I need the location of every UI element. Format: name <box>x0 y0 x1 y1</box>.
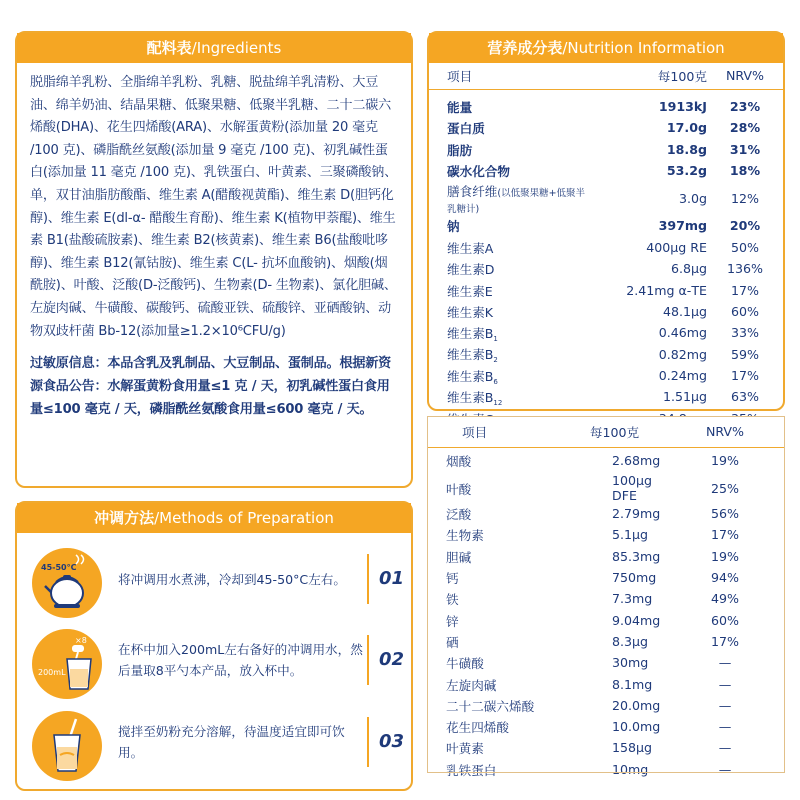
nutrient-name <box>429 215 589 236</box>
nutrient-nrv: 12% <box>731 190 759 206</box>
nutrient-name: 硒 <box>446 634 459 650</box>
preparation-step-3 <box>17 702 411 782</box>
preparation-panel <box>15 501 413 791</box>
header2-nrv: NRV% <box>666 417 784 447</box>
nutrition-row <box>429 322 783 343</box>
stir-cup-icon <box>32 711 102 781</box>
nutrient-name-text: 能量 <box>447 99 473 115</box>
nutrient-name-text: 蛋白质 <box>447 121 485 137</box>
nutrition-row <box>429 365 783 386</box>
nutrient-name <box>429 138 589 159</box>
nutrient-value: 8.3μg <box>612 633 649 649</box>
nutrient-name: 左旋肉碱 <box>446 677 497 693</box>
nutrient-name-text: 维生素B <box>447 325 494 341</box>
nutrient-value: 1.51μg <box>662 389 707 405</box>
step-3-number: 03 <box>367 717 404 767</box>
step-2-number: 02 <box>367 635 404 685</box>
nutrition-row <box>429 215 783 236</box>
nutrient-nrv: 49% <box>711 591 739 607</box>
nutrition-row <box>428 737 784 758</box>
nutrient-name-text: 维生素K <box>447 304 494 320</box>
ingredients-text <box>17 63 411 343</box>
nutrient-name: 牛磺酸 <box>446 656 484 672</box>
preparation-step-2 <box>17 620 411 700</box>
nutrition-rows <box>429 89 783 429</box>
nutrient-name <box>429 237 589 258</box>
nutrition-title-en: /Nutrition Information <box>562 39 725 57</box>
nutrient-value: 2.68mg <box>612 452 661 468</box>
nutrient-value: 7.3mg <box>612 591 653 607</box>
scoop-count-label: ×8 <box>75 636 87 645</box>
nutrition-rows-2 <box>428 447 784 780</box>
header2-item: 项目 <box>428 417 563 447</box>
nutrient-name-text: 脂肪 <box>447 142 473 158</box>
allergen-info: 过敏原信息：本品含乳及乳制品、大豆制品、蛋制品。根据新资源食品公告：水解蛋黄粉食用量≤1 克 / 天，初乳碱性蛋白食用量≤100 毫克 / 天，磷脂酰丝氨酸食用量≤600 毫克 / 天。 <box>30 356 392 418</box>
nutrient-name <box>429 344 589 365</box>
preparation-title-en: /Methods of Preparation <box>154 509 334 527</box>
header-item: 项目 <box>429 63 589 89</box>
nutrient-nrv: 18% <box>729 162 761 178</box>
nutrition-row <box>429 258 783 279</box>
header2-per100g: 每100克 <box>563 417 666 447</box>
nutrient-name-text: 维生素D <box>447 262 495 278</box>
nutrition-row <box>428 473 784 503</box>
nutrient-name: 铁 <box>446 592 459 608</box>
nutrient-nrv: 17% <box>711 527 739 543</box>
nutrient-nrv: 17% <box>711 633 739 649</box>
nutrition-row <box>428 673 784 694</box>
nutrient-value: 0.24mg <box>658 368 707 384</box>
nutrient-value: 158μg <box>612 740 653 756</box>
nutrient-nrv: 23% <box>729 98 761 114</box>
nutrient-value: 48.1μg <box>662 303 707 319</box>
nutrition-row <box>428 716 784 737</box>
nutrition-row <box>428 567 784 588</box>
kettle-temp-label: 45-50°C <box>41 563 77 572</box>
nutrient-name <box>429 386 589 407</box>
step-1-number: 01 <box>367 554 404 604</box>
nutrition-row <box>428 695 784 716</box>
bottom-divider <box>427 772 785 773</box>
preparation-title-cn: 冲调方法 <box>94 509 155 527</box>
nutrient-name: 锌 <box>446 613 459 629</box>
ingredients-list: 脱脂绵羊乳粉、全脂绵羊乳粉、乳糖、脱盐绵羊乳清粉、大豆油、绵羊奶油、结晶果糖、低聚果糖、低聚半乳糖、二十二碳六烯酸(DHA)、花生四烯酸(ARA)、水解蛋黄粉(添加量 20 毫克 /100 克)、磷脂酰丝氨酸(添加量 9 毫克 /100 克)、初乳碱性蛋白(添加量 11 毫克 /100 克)、乳铁蛋白、叶黄素、三聚磷酸钠、单，双甘油脂肪酸酯、维生素 A(醋酸视黄酯)、维生素 D(胆钙化醇)、维生素 E(dl-α- 醋酸生育酚)、维生素 K(植物甲萘醌)、维生素 B1(盐酸硫胺素)、维生素 B2(核黄素)、维生素 B6(盐酸吡哆醇)、维生素 B12(氰钴胺)、维生素 C(L- 抗坏血酸钠)、烟酸(烟酰胺)、叶酸、泛酸(D-泛酸钙)、生物素(D- 生物素)、氯化胆碱、左旋肉碱、牛磺酸、碳酸钙、硫酸亚铁、硫酸锌、亚硒酸钠、动物双歧杆菌 Bb-12(添加量≥1.2×10⁶CFU/g) <box>30 75 398 339</box>
nutrient-name-text: 维生素E <box>447 283 493 299</box>
nutrient-value: 10.0mg <box>612 719 661 735</box>
nutrient-name <box>429 322 589 343</box>
nutrient-value: 6.8μg <box>670 261 707 277</box>
step-1-text: 将冲调用水煮沸，冷却到45-50°C左右。 <box>118 571 346 587</box>
nutrient-value: 0.82mg <box>658 346 707 362</box>
nutrient-value: 3.0g <box>678 190 707 206</box>
nutrient-value: 0.46mg <box>658 325 707 341</box>
nutrient-nrv: 136% <box>726 261 763 277</box>
nutrient-name-text: 膳食纤维 <box>447 184 498 200</box>
nutrition-row <box>429 89 783 117</box>
nutrition-header <box>429 33 783 63</box>
nutrient-name: 烟酸 <box>446 453 472 469</box>
header-per100g: 每100克 <box>589 63 707 89</box>
nutrient-name-text: 碳水化合物 <box>447 163 510 179</box>
nutrition-row <box>428 609 784 630</box>
nutrition-table-continued <box>428 417 784 780</box>
nutrition-row <box>428 759 784 780</box>
cup-scoop-icon <box>32 629 102 699</box>
nutrient-name: 叶酸 <box>446 481 472 497</box>
nutrient-nrv: 94% <box>711 570 739 586</box>
ingredients-title-en: /Ingredients <box>191 39 282 57</box>
nutrient-nrv: 25% <box>711 480 739 496</box>
nutrient-name <box>429 301 589 322</box>
nutrient-name <box>429 181 589 215</box>
nutrient-name <box>429 279 589 300</box>
nutrition-table <box>429 63 783 429</box>
nutrient-value: 9.04mg <box>612 612 661 628</box>
nutrient-nrv: — <box>718 719 732 735</box>
nutrition-table-header-2 <box>428 417 784 447</box>
nutrient-value: 85.3mg <box>612 548 661 564</box>
ingredients-title-cn: 配料表 <box>146 39 192 57</box>
nutrient-value: 8.1mg <box>612 676 653 692</box>
nutrient-nrv: 31% <box>729 141 761 157</box>
ingredients-panel <box>15 31 413 488</box>
nutrient-nrv: 17% <box>731 368 759 384</box>
nutrient-value: 100μg DFE <box>612 473 653 503</box>
nutrient-name-text: 维生素B <box>447 368 494 384</box>
nutrition-row <box>428 503 784 524</box>
preparation-step-1 <box>17 539 411 619</box>
nutrient-name <box>429 160 589 181</box>
nutrient-name: 二十二碳六烯酸 <box>446 698 535 714</box>
nutrient-value: 750mg <box>612 570 657 586</box>
nutrient-nrv: 50% <box>731 239 759 255</box>
nutrient-name-text: 维生素B <box>447 347 494 363</box>
nutrient-value: 2.79mg <box>612 506 661 522</box>
nutrient-value: 397mg <box>658 218 707 234</box>
nutrient-name <box>429 365 589 386</box>
nutrient-name <box>429 258 589 279</box>
nutrient-subscript: 6 <box>493 377 498 386</box>
nutrient-nrv: 56% <box>711 506 739 522</box>
nutrient-name: 花生四烯酸 <box>446 720 509 736</box>
nutrition-row <box>429 138 783 159</box>
nutrient-nrv: — <box>718 761 732 777</box>
nutrition-row <box>428 524 784 545</box>
nutrition-title-cn: 营养成分表 <box>487 39 563 57</box>
nutrient-nrv: 28% <box>729 120 761 136</box>
nutrient-value: 2.41mg α-TE <box>626 282 707 298</box>
header-nrv: NRV% <box>707 63 783 89</box>
nutrition-panel-continued <box>427 416 785 778</box>
cup-volume-label: 200mL <box>38 668 66 677</box>
nutrient-name-text: 钠 <box>447 219 460 235</box>
nutrient-nrv: 63% <box>731 389 759 405</box>
nutrient-nrv: — <box>718 655 732 671</box>
nutrition-table-header <box>429 63 783 89</box>
nutrient-nrv: 60% <box>711 612 739 628</box>
ingredients-header <box>17 33 411 63</box>
nutrient-subscript: 2 <box>493 356 498 365</box>
nutrient-value: 53.2g <box>666 162 707 178</box>
nutrient-name-text: 维生素B <box>447 389 494 405</box>
nutrient-name-text: 维生素A <box>447 240 494 256</box>
nutrient-nrv: — <box>718 740 732 756</box>
nutrient-value: 1913kJ <box>658 98 707 114</box>
nutrient-subscript: 12 <box>493 398 503 407</box>
nutrient-nrv: — <box>718 676 732 692</box>
nutrient-name <box>429 89 589 117</box>
nutrient-nrv: 20% <box>729 218 761 234</box>
nutrient-value: 20.0mg <box>612 697 661 713</box>
nutrient-nrv: 19% <box>711 452 739 468</box>
nutrient-name: 生物素 <box>446 528 484 544</box>
nutrient-nrv: 17% <box>731 282 759 298</box>
nutrition-row <box>428 631 784 652</box>
nutrient-nrv: 60% <box>731 303 759 319</box>
nutrition-row <box>429 237 783 258</box>
nutrition-row <box>428 652 784 673</box>
nutrition-row <box>429 117 783 138</box>
nutrient-name: 泛酸 <box>446 507 472 523</box>
nutrition-row <box>428 588 784 609</box>
nutrient-name <box>429 117 589 138</box>
nutrient-nrv: — <box>718 697 732 713</box>
nutrition-panel <box>427 31 785 411</box>
nutrient-value: 5.1μg <box>612 527 649 543</box>
nutrition-row <box>429 386 783 407</box>
nutrition-row <box>429 344 783 365</box>
nutrient-name: 胆碱 <box>446 549 472 565</box>
nutrient-nrv: 19% <box>711 548 739 564</box>
nutrition-row <box>429 279 783 300</box>
nutrient-value: 30mg <box>612 655 649 671</box>
nutrient-name: 钙 <box>446 571 459 587</box>
preparation-header <box>17 503 411 533</box>
nutrient-name: 叶黄素 <box>446 741 484 757</box>
nutrition-row <box>428 546 784 567</box>
nutrition-row <box>428 447 784 473</box>
step-3-text: 搅拌至奶粉充分溶解，待温度适宜即可饮用。 <box>118 724 345 760</box>
kettle-icon <box>32 548 102 618</box>
nutrient-nrv: 33% <box>731 325 759 341</box>
nutrient-subscript: 1 <box>493 334 498 343</box>
nutrition-row <box>429 160 783 181</box>
nutrient-nrv: 59% <box>731 346 759 362</box>
nutrition-row <box>429 301 783 322</box>
nutrient-value: 17.0g <box>666 120 707 136</box>
step-2-text: 在杯中加入200mL左右备好的冲调用水，然后量取8平勺本产品，放入杯中。 <box>118 642 363 678</box>
nutrient-value: 10mg <box>612 761 649 777</box>
nutrition-row <box>429 181 783 215</box>
nutrient-value: 18.8g <box>666 141 707 157</box>
nutrient-name: 乳铁蛋白 <box>446 762 497 778</box>
nutrient-note: (以低聚果糖+低聚半乳糖计) <box>447 188 586 216</box>
nutrient-value: 400μg RE <box>646 239 707 255</box>
